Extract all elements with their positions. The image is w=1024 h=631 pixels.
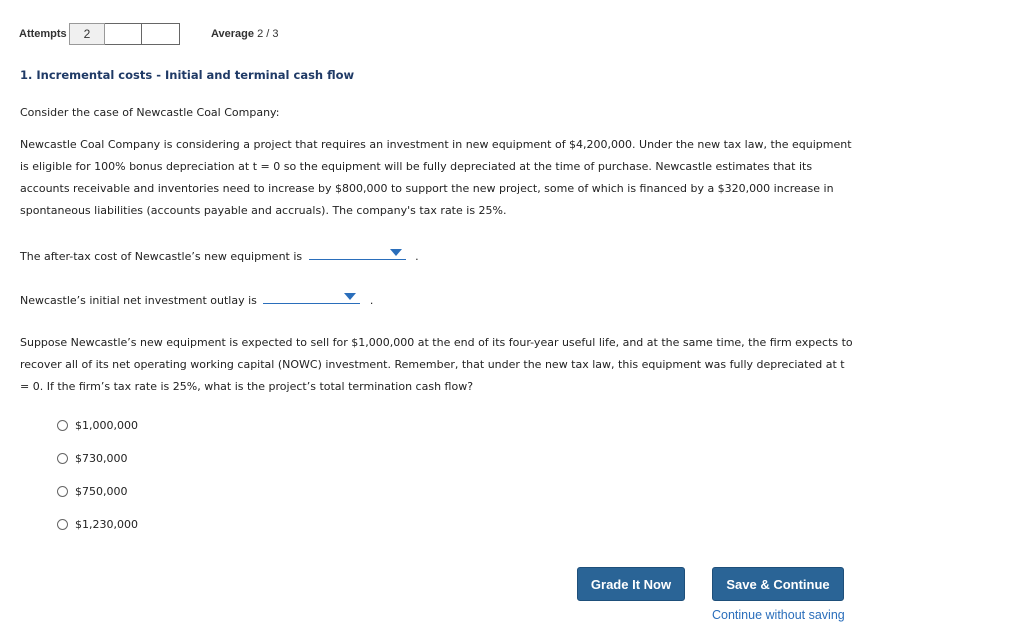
body-line: accounts receivable and inventories need to increase by $800,000 to support the new project, some of which is financed by a $320,000 increase in: [20, 182, 834, 195]
option-4[interactable]: [57, 518, 138, 531]
after-tax-cost-dropdown[interactable]: [309, 244, 406, 260]
radio-button[interactable]: [57, 453, 68, 464]
save-and-continue-button[interactable]: Save & Continue: [712, 567, 844, 601]
option-1[interactable]: [57, 419, 138, 432]
option-label: $1,000,000: [75, 419, 138, 432]
period: .: [369, 294, 374, 307]
dropdown2-prompt: Newcastle’s initial net investment outlay is: [20, 294, 257, 307]
option-label: $730,000: [75, 452, 128, 465]
continue-without-saving-link[interactable]: Continue without saving: [712, 608, 845, 622]
attempts-label: Attempts: [19, 28, 67, 40]
option-2[interactable]: [57, 452, 128, 465]
attempt-box-empty: [105, 23, 142, 45]
part2-text: [20, 332, 853, 398]
attempt-box-empty: [142, 23, 180, 45]
dropdown-arrow-icon: [390, 249, 402, 256]
option-label: $750,000: [75, 485, 128, 498]
radio-button[interactable]: [57, 486, 68, 497]
attempt-box-used: 2: [69, 23, 105, 45]
option-label: $1,230,000: [75, 518, 138, 531]
dropdown-arrow-icon: [344, 293, 356, 300]
dropdown1-row: [20, 244, 419, 268]
radio-button[interactable]: [57, 420, 68, 431]
period: .: [415, 250, 419, 263]
part2-line: recover all of its net operating working capital (NOWC) investment. Remember, that under the new tax law, this equipment was fully depreciated at t: [20, 358, 845, 371]
option-3[interactable]: [57, 485, 128, 498]
average-display: [211, 28, 278, 40]
body-line: spontaneous liabilities (accounts payable and accruals). The company's tax rate is 25%.: [20, 204, 507, 217]
question-intro: Consider the case of Newcastle Coal Company:: [20, 106, 280, 119]
body-line: is eligible for 100% bonus depreciation at t = 0 so the equipment will be fully depreciated at the time of purchase. Newcastle estimates that its: [20, 160, 813, 173]
part2-line: = 0. If the firm’s tax rate is 25%, what is the project’s total termination cash flow?: [20, 380, 474, 393]
question-title: 1. Incremental costs - Initial and terminal cash flow: [20, 68, 355, 82]
part2-line: Suppose Newcastle’s new equipment is expected to sell for $1,000,000 at the end of its four-year useful life, and at the same time, the firm expects to: [20, 336, 853, 349]
radio-button[interactable]: [57, 519, 68, 530]
grade-it-now-button[interactable]: Grade It Now: [577, 567, 685, 601]
attempt-boxes: [69, 23, 180, 45]
body-line: Newcastle Coal Company is considering a project that requires an investment in new equipment of $4,200,000. Under the new tax law, the equipment: [20, 138, 852, 151]
dropdown1-prompt: The after-tax cost of Newcastle’s new equipment is: [20, 250, 303, 263]
average-value: 2 / 3: [257, 28, 279, 40]
dropdown2-row: [20, 288, 373, 312]
average-label: Average: [211, 28, 255, 40]
initial-investment-dropdown[interactable]: [263, 288, 360, 304]
question-body: [20, 134, 852, 222]
